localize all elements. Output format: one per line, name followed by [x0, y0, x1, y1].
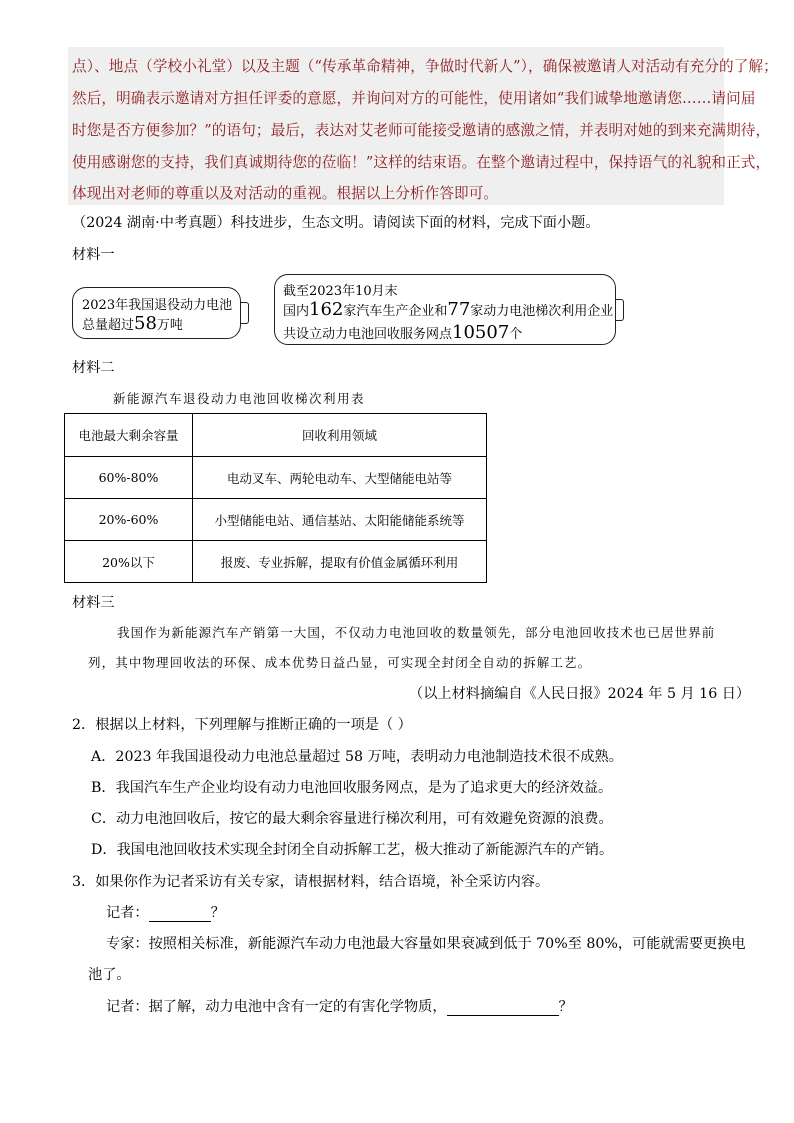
table-cell: 报废、专业拆解，提取有价值金属循环利用 [193, 541, 487, 583]
material3-line2: 列，其中物理回收法的环保、成本优势日益凸显，可实现全封闭全自动的拆解工艺。 [88, 655, 592, 670]
table-title: 新能源汽车退役动力电池回收梯次利用表 [113, 391, 366, 406]
question-2-option-c[interactable]: C．动力电池回收后，按它的最大剩余容量进行梯次利用，可有效避免资源的浪费。 [91, 811, 613, 827]
battery-cap [241, 302, 249, 324]
material-source: （以上材料摘编自《人民日报》2024 年 5 月 16 日） [409, 686, 751, 702]
answer-line-4: 使用感谢您的支持，我们真诚期待您的莅临！”这样的结束语。在整个邀请过程中，保持语气的礼貌和正式， [72, 154, 771, 171]
table-cell: 电动叉车、两轮电动车、大型储能电站等 [193, 457, 487, 499]
table-header-cell: 回收利用领域 [193, 414, 487, 457]
recycle-table [64, 413, 487, 583]
table-cell: 20%-60% [65, 499, 193, 541]
material3-heading: 材料三 [72, 595, 115, 611]
reporter-question-2: 记者：据了解，动力电池中含有一定的有害化学物质， ？ [106, 999, 573, 1015]
table-header-cell: 电池最大剩余容量 [65, 414, 193, 457]
table-header-row [65, 414, 487, 457]
battery-right-line2: 国内162家汽车生产企业和77家动力电池梯次利用企业 [283, 299, 614, 320]
expert-answer-line1: 专家：按照相关标准，新能源汽车动力电池最大容量如果衰减到低于 70%至 80%，可能就需要更换电 [106, 936, 746, 952]
battery-left-line1: 2023年我国退役动力电池 [82, 298, 233, 313]
answer-line-1: 点）、地点（学校小礼堂）以及主题（“传承革命精神，争做时代新人”），确保被邀请人对活动有充分的了解； [72, 58, 778, 75]
question-2-option-b[interactable]: B．我国汽车生产企业均设有动力电池回收服务网点，是为了追求更大的经济效益。 [91, 780, 613, 796]
answer-line-3: 时您是否方便参加？”的语句；最后，表达对艾老师可能接受邀请的感激之情，并表明对她的到来充满期待， [72, 122, 771, 139]
question-2-option-d[interactable]: D．我国电池回收技术实现全封闭全自动拆解工艺，极大推动了新能源汽车的产销。 [91, 842, 614, 858]
battery-right-line3: 共设立动力电池回收服务网点10507个 [283, 322, 523, 343]
material3-line1: 我国作为新能源汽车产销第一大国，不仅动力电池回收的数量领先，部分电池回收技术也已居世界前 [117, 625, 716, 640]
material2-heading: 材料二 [72, 360, 115, 376]
table-row [65, 457, 487, 499]
answer-line-2: 然后，明确表示邀请对方担任评委的意愿，并询问对方的可能性，使用诸如“我们诚挚地邀请您……请问届 [72, 90, 756, 107]
table-cell: 20%以下 [65, 541, 193, 583]
answer-blank-2[interactable] [447, 999, 559, 1016]
expert-answer-line2: 池了。 [88, 967, 131, 983]
material1-heading: 材料一 [72, 247, 115, 263]
table-cell: 小型储能电站、通信基站、太阳能储能系统等 [193, 499, 487, 541]
table-row [65, 541, 487, 583]
passage-intro: （2024 湖南·中考真题）科技进步，生态文明。请阅读下面的材料，完成下面小题。 [72, 215, 600, 231]
question-2-option-a[interactable]: A．2023 年我国退役动力电池总量超过 58 万吨，表明动力电池制造技术很不成熟。 [91, 749, 623, 765]
question-2-stem: 2．根据以上材料，下列理解与推断正确的一项是（ ） [72, 717, 412, 733]
battery-right-line1: 截至2023年10月末 [283, 284, 398, 299]
reporter-question-1: 记者： ？ [106, 905, 225, 921]
question-3-stem: 3．如果你作为记者采访有关专家，请根据材料，结合语境，补全采访内容。 [72, 874, 550, 890]
answer-blank-1[interactable] [149, 905, 211, 922]
battery-left-line2: 总量超过58万吨 [82, 313, 183, 334]
answer-line-5: 体现出对老师的尊重以及对活动的重视。根据以上分析作答即可。 [72, 185, 499, 202]
table-row [65, 499, 487, 541]
table-cell: 60%-80% [65, 457, 193, 499]
battery-cap [616, 299, 624, 321]
